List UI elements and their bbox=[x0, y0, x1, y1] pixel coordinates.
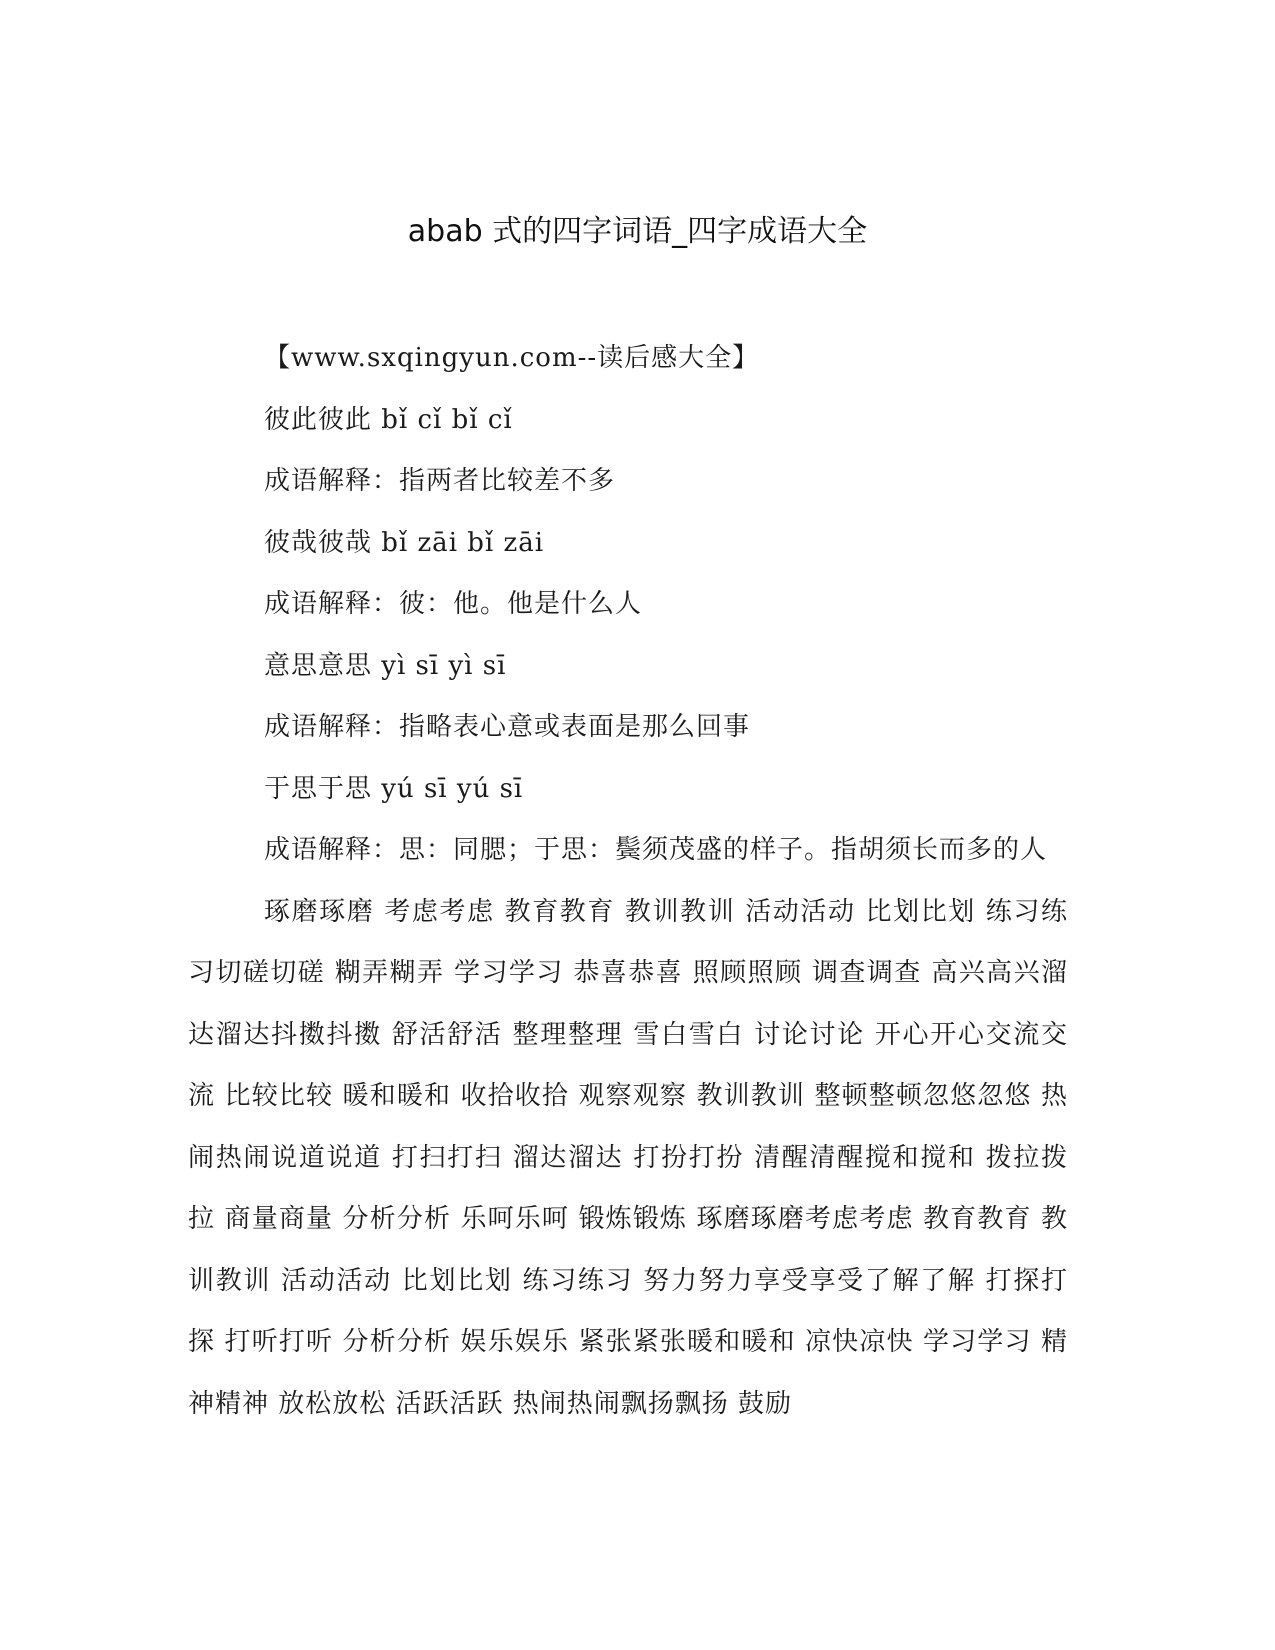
source-line: 【www.sxqingyun.com--读后感大全】 bbox=[264, 343, 760, 373]
idiom-entry: 于思于思 yú sī yú sī bbox=[264, 773, 524, 804]
idiom-explanation: 成语解释：指两者比较差不多 bbox=[264, 466, 616, 496]
idiom-explanation: 成语解释：思：同腮；于思：鬓须茂盛的样子。指胡须长而多的人 bbox=[264, 835, 1048, 865]
idiom-entry: 彼哉彼哉 bǐ zāi bǐ zāi bbox=[264, 527, 545, 558]
page-title: abab 式的四字词语_四字成语大全 bbox=[407, 214, 868, 249]
idiom-entry: 彼此彼此 bǐ cǐ bǐ cǐ bbox=[264, 404, 513, 435]
idiom-entry: 意思意思 yì sī yì sī bbox=[264, 650, 507, 681]
document-body bbox=[188, 328, 1068, 1435]
idiom-explanation: 成语解释：指略表心意或表面是那么回事 bbox=[264, 712, 751, 742]
word-list-paragraph: 琢磨琢磨 考虑考虑 教育教育 教训教训 活动活动 比划比划 练习练习切磋切磋 糊弄糊弄 学习学习 恭喜恭喜 照顾照顾 调查调查 高兴高兴溜达溜达抖擞抖擞 舒活舒活 整理整理 雪白雪白 讨论讨论 开心开心交流交流 比较比较 暖和暖和 收拾收拾 观察观察 教训教训 整顿整顿忽悠忽悠 热闹热闹说道说道 打扫打扫 溜达溜达 打扮打扮 清醒清醒搅和搅和 拨拉拨拉 商量商量 分析分析 乐呵乐呵 锻炼锻炼 琢磨琢磨考虑考虑 教育教育 教训教训 活动活动 比划比划 练习练习 努力努力享受享受了解了解 打探打探 打听打听 分析分析 娱乐娱乐 紧张紧张暖和暖和 凉快凉快 学习学习 精神精神 放松放松 活跃活跃 热闹热闹飘扬飘扬 鼓励 bbox=[188, 896, 1068, 1419]
idiom-explanation: 成语解释：彼：他。他是什么人 bbox=[264, 589, 643, 619]
